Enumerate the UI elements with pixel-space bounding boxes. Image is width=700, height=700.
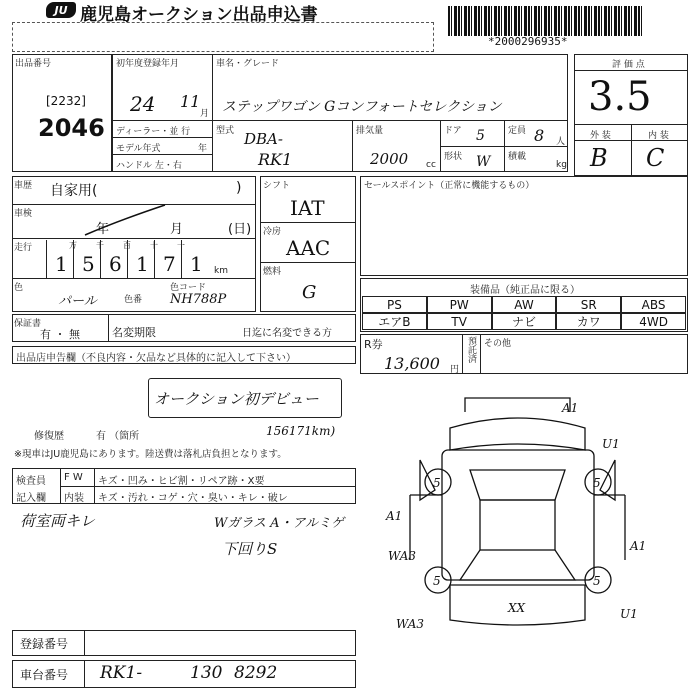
first-reg-month-unit: 月	[200, 109, 210, 119]
header-logo: JU	[46, 2, 76, 18]
handle-label: ハンドル 左・右	[116, 161, 182, 171]
remarks-label: 出品店申告欄（不良内容・欠品など具体的に記入して下さい）	[16, 353, 296, 364]
damage-mark: 5	[433, 476, 441, 490]
sales-point-box	[360, 176, 688, 276]
reg-number-label: 登録番号	[20, 637, 69, 651]
repair-value: 有 （箇所	[96, 431, 140, 442]
first-reg-year: 24	[130, 92, 156, 116]
other-label: その他	[484, 339, 512, 349]
inspection-row1-head: F W	[64, 472, 83, 483]
equipment-item: カワ	[556, 313, 621, 330]
fuel-value: G	[302, 282, 317, 303]
inspection-row2: キズ・汚れ・コゲ・穴・臭い・キレ・破レ	[98, 493, 288, 504]
r-ticket-value: 13,600	[384, 354, 440, 373]
barcode	[448, 6, 644, 36]
sales-point-label: セールスポイント（正常に機能するもの）	[364, 181, 535, 191]
capacity-value: 8	[534, 126, 545, 145]
mileage-digit-header: 一	[177, 241, 185, 250]
equipment-item: エアB	[362, 313, 427, 330]
damage-mark: WA3	[396, 617, 425, 631]
chassis-value-3: 8292	[234, 663, 278, 683]
damage-mark: 5	[433, 574, 441, 588]
type-label: 型式	[216, 126, 235, 136]
fuel-label: 燃料	[263, 267, 282, 277]
chassis-value: RK1-	[100, 663, 143, 683]
inspection-row2-head: 内装	[64, 493, 84, 504]
top-dotted-box	[12, 22, 434, 52]
equipment-item: ナビ	[492, 313, 557, 330]
mileage-digit-value: 5	[82, 252, 95, 276]
equipment-item: PS	[362, 296, 427, 313]
mileage-unit: km	[214, 266, 228, 276]
displacement-value: 2000	[370, 150, 409, 168]
divider	[12, 278, 256, 279]
repair-label: 修復歴	[34, 431, 64, 442]
lot-sub-number: [2232]	[46, 94, 86, 108]
mileage-digit-header: 千	[96, 241, 104, 250]
divider	[84, 660, 85, 688]
mileage-digit	[177, 240, 208, 278]
mileage-digit-value: 7	[163, 252, 176, 276]
ac-value: AAC	[286, 236, 331, 260]
remarks-note: オークション初デビュー	[154, 390, 319, 408]
divider	[212, 54, 213, 172]
mileage-label: 走行	[14, 243, 33, 253]
rating-label: 評 価 点	[612, 60, 645, 70]
mileage-digit-header: 万	[69, 241, 77, 250]
color-number-label: 色番	[124, 295, 143, 305]
exterior-value: B	[590, 144, 608, 172]
lot-number: 2046	[38, 114, 105, 142]
divider	[112, 137, 212, 138]
exterior-label: 外 装	[590, 131, 611, 141]
divider	[631, 124, 632, 176]
color-label: 色	[14, 283, 24, 293]
first-reg-label: 初年度登録年月	[116, 59, 180, 69]
mileage-digit-value: 1	[55, 252, 68, 276]
inspection-strike	[80, 200, 170, 240]
notice: ※現車はJU鹿児島にあります。陸送費は落札店負担となります。	[14, 449, 287, 460]
damage-mark: 5	[593, 476, 601, 490]
door-label: ドア	[444, 126, 462, 136]
divider	[480, 334, 481, 374]
ac-label: 冷房	[263, 227, 282, 237]
dealer-label: ディーラー・並 行	[116, 127, 191, 137]
color-value: パール	[58, 294, 97, 309]
damage-mark: 5	[593, 574, 601, 588]
inspection-note-3: 下回りS	[222, 540, 278, 558]
inspection-row1: キズ・凹み・ヒビ割・リペア跡・X要	[98, 476, 265, 487]
lot-label: 出品番号	[15, 59, 52, 69]
divider	[462, 334, 463, 374]
r-ticket-label: R券	[364, 338, 383, 351]
model-year-label: モデル年式	[116, 144, 161, 154]
load-label: 積載	[508, 152, 527, 162]
displacement-unit: cc	[426, 160, 436, 170]
capacity-unit: 人	[556, 137, 566, 147]
shift-label: シフト	[263, 181, 291, 191]
chassis-value-2: 130	[190, 663, 223, 683]
inspection-label-1: 検査員	[16, 476, 46, 487]
warranty-label: 保証書	[14, 319, 42, 329]
equipment-item: AW	[492, 296, 557, 313]
mileage-digit-value: 6	[109, 252, 122, 276]
history-label: 車歴	[14, 181, 33, 191]
barcode-text: *2000296935*	[488, 35, 568, 48]
damage-mark: U1	[620, 607, 638, 621]
equipment-item: TV	[427, 313, 492, 330]
chassis-label: 車台番号	[20, 668, 69, 682]
divider	[112, 154, 212, 155]
damage-mark: A1	[386, 509, 403, 523]
first-reg-month: 11	[180, 92, 201, 111]
vehicle-name: ステップワゴン Gコンフォートセレクション	[222, 99, 502, 115]
shape-label: 形状	[444, 152, 463, 162]
inspection-note-2: Wガラス A・アルミゲ	[214, 516, 344, 531]
shift-value: IAT	[290, 196, 325, 220]
name-change-label: 名変期限	[112, 326, 156, 339]
rating-score: 3.5	[588, 74, 652, 120]
equipment-item: SR	[556, 296, 621, 313]
inspection-label-2: 記入欄	[16, 493, 46, 504]
divider	[440, 146, 568, 147]
mileage-digit-header: 百	[123, 241, 131, 250]
divider	[260, 222, 356, 223]
inspection-month-unit: 月	[170, 222, 184, 237]
divider	[112, 120, 568, 121]
deposit-label: 預託済	[466, 336, 476, 363]
type-value: DBA-	[244, 130, 283, 148]
divider	[574, 70, 688, 71]
damage-mark: XX	[508, 601, 526, 615]
damage-mark: A1	[630, 539, 647, 553]
vehicle-name-label: 車名・グレード	[216, 59, 280, 69]
history-value: 自家用(	[50, 183, 98, 199]
equipment-item: PW	[427, 296, 492, 313]
divider	[108, 314, 109, 342]
inspection-year-unit: 年	[96, 222, 110, 237]
history-close: )	[236, 180, 242, 196]
car-diagram	[380, 390, 690, 640]
equipment-item: ABS	[621, 296, 686, 313]
mileage-digit-header: 十	[150, 241, 158, 250]
page-title: 鹿児島オークション出品申込書	[80, 5, 318, 25]
mileage-digit-value: 1	[136, 252, 149, 276]
load-unit: kg	[556, 160, 567, 170]
name-change-value: 日迄に名変できる方	[242, 328, 332, 339]
color-code-value: NH788P	[170, 292, 227, 307]
displacement-label: 排気量	[356, 126, 384, 136]
inspection-note-1: 荷室両キレ	[20, 512, 95, 530]
damage-mark: A1	[562, 401, 579, 415]
lot-box	[12, 54, 112, 172]
color-code-label: 色コード	[170, 283, 207, 293]
equipment-item: 4WD	[621, 313, 686, 330]
capacity-label: 定員	[508, 126, 527, 136]
equipment-label: 装備品（純正品に限る）	[470, 285, 580, 296]
interior-value: C	[646, 144, 665, 172]
divider	[84, 630, 85, 656]
r-ticket-unit: 円	[450, 365, 460, 375]
inspection-day-unit: (日)	[228, 222, 252, 237]
inspection-label: 車検	[14, 209, 33, 219]
shape-value: W	[476, 154, 491, 170]
repair-close: 156171km)	[266, 424, 336, 438]
damage-mark: WA3	[388, 549, 417, 563]
type-value-2: RK1	[258, 150, 293, 169]
warranty-value: 有 ・ 無	[40, 328, 80, 341]
divider	[352, 120, 353, 172]
model-year-unit: 年	[198, 144, 208, 154]
damage-mark: U1	[602, 437, 620, 451]
mileage-digit-value: 1	[190, 252, 203, 276]
door-value: 5	[476, 128, 485, 144]
divider	[260, 262, 356, 263]
interior-label: 内 装	[648, 131, 669, 141]
